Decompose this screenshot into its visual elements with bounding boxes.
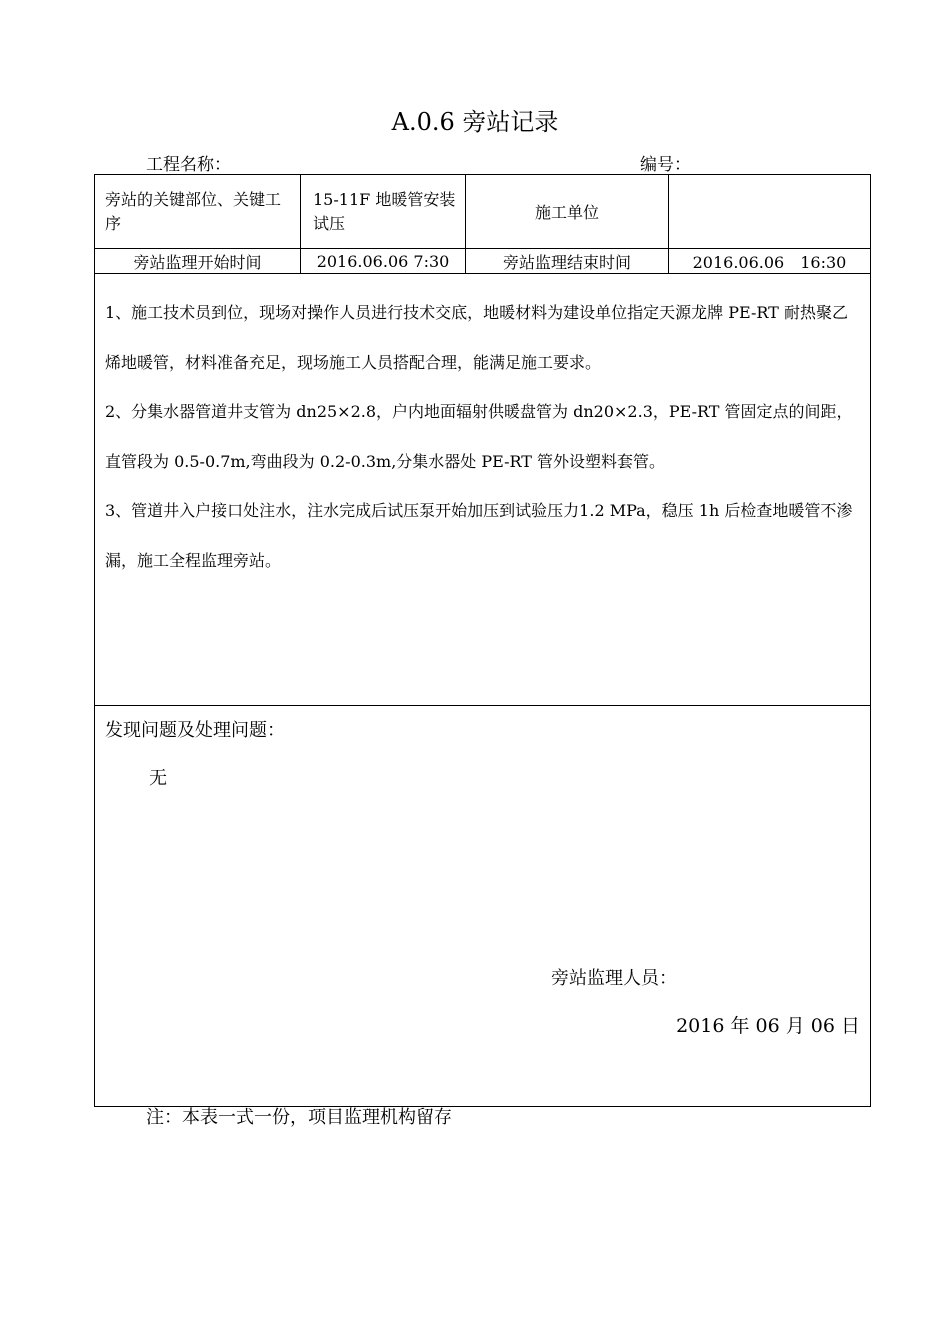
content-paragraph-1: 1、施工技术员到位，现场对操作人员进行技术交底，地暖材料为建设单位指定天源龙牌 PE-RT 耐热聚乙烯地暖管，材料准备充足，现场施工人员搭配合理，能满足施工要求。: [105, 303, 848, 372]
key-position-value: 15-11F 地暖管安装试压: [301, 175, 466, 249]
content-paragraph-2: 2、分集水器管道井支管为 dn25×2.8，户内地面辐射供暖盘管为 dn20×2.3，PE-RT 管固定点的间距，直管段为 0.5-0.7m,弯曲段为 0.2-0.3m,分集水器处 PE-RT 管外设塑料套管。: [105, 402, 853, 471]
key-position-label: 旁站的关键部位、关键工序: [95, 175, 301, 249]
end-time-value: 2016.06.06 16:30: [669, 249, 871, 274]
supervision-content: [95, 274, 871, 706]
construction-unit-label: 施工单位: [466, 175, 669, 249]
footnote: 注：本表一式一份，项目监理机构留存: [146, 1107, 452, 1128]
issues-value: 无: [149, 768, 167, 789]
end-time-label: 旁站监理结束时间: [466, 249, 669, 274]
issues-row: [95, 706, 871, 1107]
project-name-label: 工程名称：: [146, 155, 231, 175]
time-row: [95, 249, 871, 274]
serial-number-label: 编号：: [640, 155, 691, 175]
start-time-label: 旁站监理开始时间: [95, 249, 301, 274]
content-paragraph-3: 3、管道井入户接口处注水，注水完成后试压泵开始加压到试验压力1.2 MPa，稳压 1h 后检查地暖管不渗漏，施工全程监理旁站。: [105, 501, 853, 570]
start-time-value: 2016.06.06 7:30: [301, 249, 466, 274]
form-title: A.0.6 旁站记录: [391, 108, 559, 136]
construction-unit-value: [669, 175, 871, 249]
supervisor-label: 旁站监理人员：: [551, 968, 677, 989]
issues-label: 发现问题及处理问题：: [105, 720, 285, 741]
issues-cell: [95, 706, 871, 1107]
supervision-record-table: [94, 174, 871, 1107]
key-position-row: [95, 175, 871, 249]
record-date: 2016 年 06 月 06 日: [676, 1015, 860, 1037]
content-row: [95, 274, 871, 706]
